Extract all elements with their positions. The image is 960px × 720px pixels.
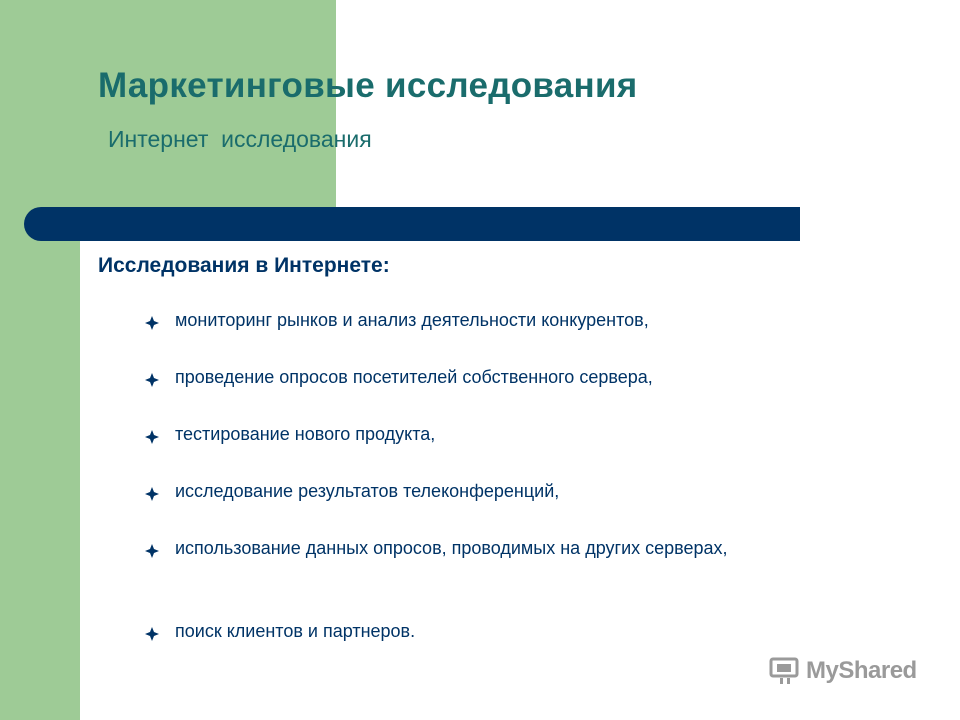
bullet-text: тестирование нового продукта,	[175, 424, 436, 444]
slide-title: Маркетинговые исследования	[98, 66, 638, 105]
diamond-star-icon	[145, 544, 159, 558]
bullet-text: мониторинг рынков и анализ деятельности конкурентов,	[175, 310, 649, 330]
list-item	[145, 368, 890, 387]
list-item	[145, 482, 890, 501]
list-item	[145, 622, 890, 641]
diamond-star-icon	[145, 373, 159, 387]
bullet-text: проведение опросов посетителей собственного сервера,	[175, 367, 653, 387]
diamond-star-icon	[145, 430, 159, 444]
divider-band	[24, 207, 800, 241]
watermark-text: MyShared	[806, 657, 917, 684]
diamond-star-icon	[145, 627, 159, 641]
list-item	[145, 311, 890, 330]
diamond-star-icon	[145, 316, 159, 330]
content-background	[80, 214, 960, 720]
diamond-star-icon	[145, 487, 159, 501]
section-heading: Исследования в Интернете:	[98, 254, 390, 277]
green-top-panel	[0, 0, 336, 214]
watermark	[768, 656, 917, 686]
mysharedlogo-icon	[768, 656, 802, 686]
bullet-text: поиск клиентов и партнеров.	[175, 621, 416, 641]
bullet-text: использование данных опросов, проводимых на других серверах,	[175, 538, 728, 558]
slide-subtitle: Интернет исследования	[108, 126, 372, 152]
bullet-text: исследование результатов телеконференций,	[175, 481, 560, 501]
list-item	[145, 539, 890, 558]
list-item	[145, 425, 890, 444]
